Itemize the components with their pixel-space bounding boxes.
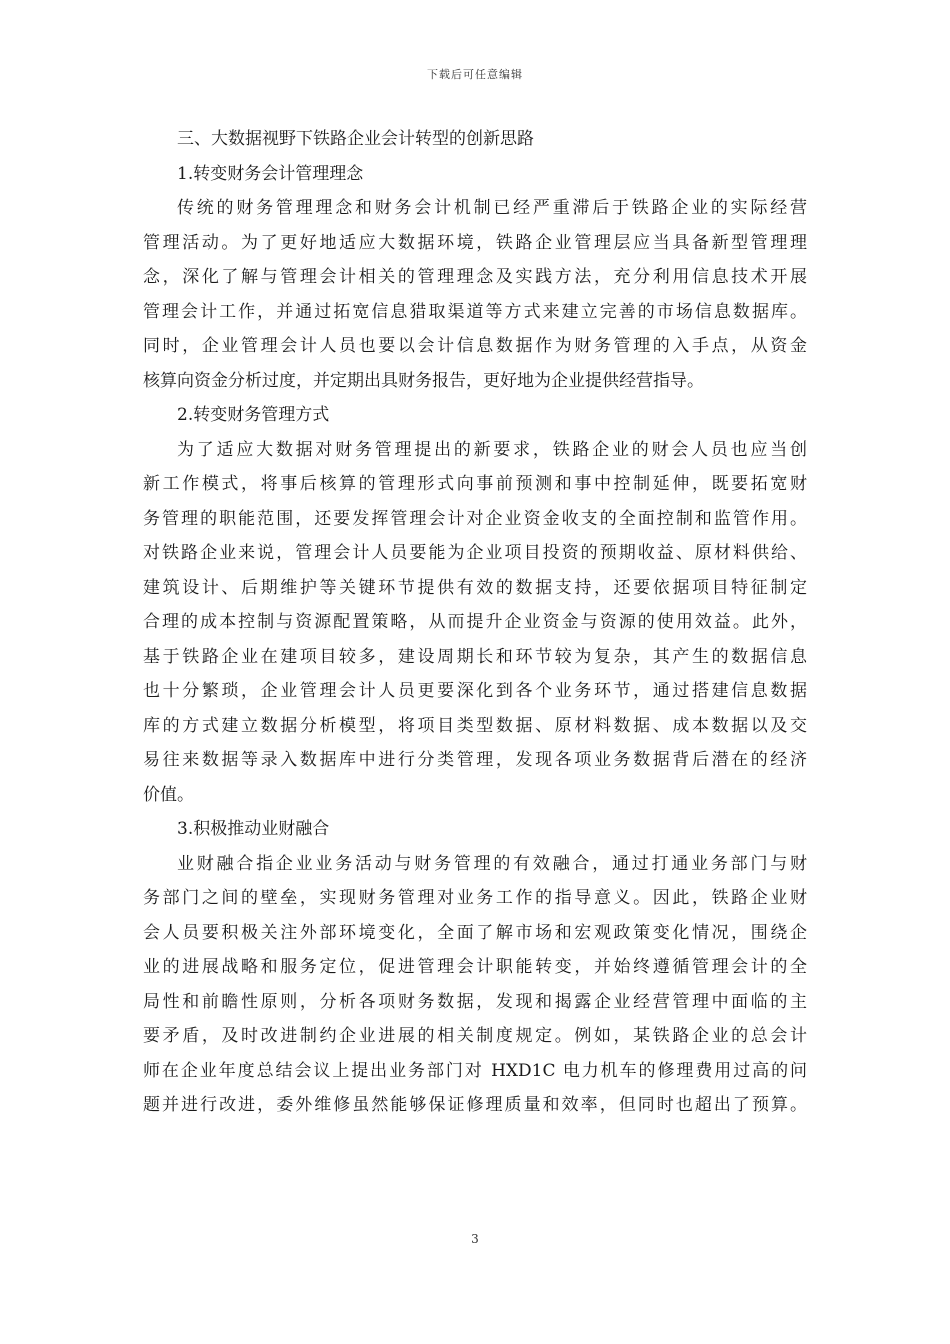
paragraph-line: 新工作模式，将事后核算的管理形式向事前预测和事中控制延伸，既要拓宽财 <box>143 474 807 494</box>
paragraph-line: 库的方式建立数据分析模型，将项目类型数据、原材料数据、成本数据以及交 <box>143 715 807 736</box>
section-heading: 三、大数据视野下铁路企业会计转型的创新思路 <box>177 129 534 149</box>
paragraph-line: 要矛盾，及时改进制约企业进展的相关制度规定。例如，某铁路企业的总会计 <box>143 1026 807 1046</box>
subsection-title-2: 2.转变财务管理方式 <box>177 405 330 425</box>
paragraph-line: 对铁路企业来说，管理会计人员要能为企业项目投资的预期收益、原材料供给、 <box>143 543 807 563</box>
paragraph-line: 务管理的职能范围，还要发挥管理会计对企业资金收支的全面控制和监管作用。 <box>143 508 807 529</box>
subsection-title-1: 1.转变财务会计管理理念 <box>177 163 364 184</box>
paragraph-line: 业的进展战略和服务定位，促进管理会计职能转变，并始终遵循管理会计的全 <box>143 957 807 977</box>
paragraph-line: 题并进行改进，委外维修虽然能够保证修理质量和效率，但同时也超出了预算。 <box>143 1095 807 1115</box>
paragraph-line: 会人员要积极关注外部环境变化，全面了解市场和宏观政策变化情况，围绕企 <box>143 922 807 943</box>
paragraph-line: 师在企业年度总结会议上提出业务部门对 HXD1C 电力机车的修理费用过高的问 <box>143 1060 807 1081</box>
paragraph-line: 管理会计工作，并通过拓宽信息猎取渠道等方式来建立完善的市场信息数据库。 <box>143 301 807 322</box>
paragraph-line: 管理活动。为了更好地适应大数据环境，铁路企业管理层应当具备新型管理理 <box>143 232 807 253</box>
paragraph-line: 合理的成本控制与资源配置策略，从而提升企业资金与资源的使用效益。此外， <box>143 612 807 632</box>
paragraph-line: 业财融合指企业业务活动与财务管理的有效融合，通过打通业务部门与财 <box>177 853 807 874</box>
page-number: 3 <box>471 1232 479 1246</box>
paragraph-line: 价值。 <box>143 784 194 805</box>
document-body <box>143 122 807 1123</box>
paragraph-line: 局性和前瞻性原则，分析各项财务数据，发现和揭露企业经营管理中面临的主 <box>143 991 807 1012</box>
page-header-note: 下载后可任意编辑 <box>427 68 523 81</box>
paragraph-line: 也十分繁琐，企业管理会计人员更要深化到各个业务环节，通过搭建信息数据 <box>143 681 807 701</box>
paragraph-line: 务部门之间的壁垒，实现财务管理对业务工作的指导意义。因此，铁路企业财 <box>143 888 807 908</box>
paragraph-line: 传统的财务管理理念和财务会计机制已经严重滞后于铁路企业的实际经营 <box>177 198 807 218</box>
paragraph-line: 念，深化了解与管理会计相关的管理理念及实践方法，充分利用信息技术开展 <box>143 267 807 287</box>
paragraph-line: 基于铁路企业在建项目较多，建设周期长和环节较为复杂，其产生的数据信息 <box>143 646 807 667</box>
paragraph-line: 易往来数据等录入数据库中进行分类管理，发现各项业务数据背后潜在的经济 <box>143 750 807 770</box>
paragraph-line: 为了适应大数据对财务管理提出的新要求，铁路企业的财会人员也应当创 <box>177 439 807 460</box>
subsection-title-3: 3.积极推动业财融合 <box>177 819 330 839</box>
paragraph-line: 同时，企业管理会计人员也要以会计信息数据作为财务管理的入手点，从资金 <box>143 336 807 356</box>
paragraph-line: 核算向资金分析过度，并定期出具财务报告，更好地为企业提供经营指导。 <box>143 370 704 391</box>
paragraph-line: 建筑设计、后期维护等关键环节提供有效的数据支持，还要依据项目特征制定 <box>143 577 807 598</box>
